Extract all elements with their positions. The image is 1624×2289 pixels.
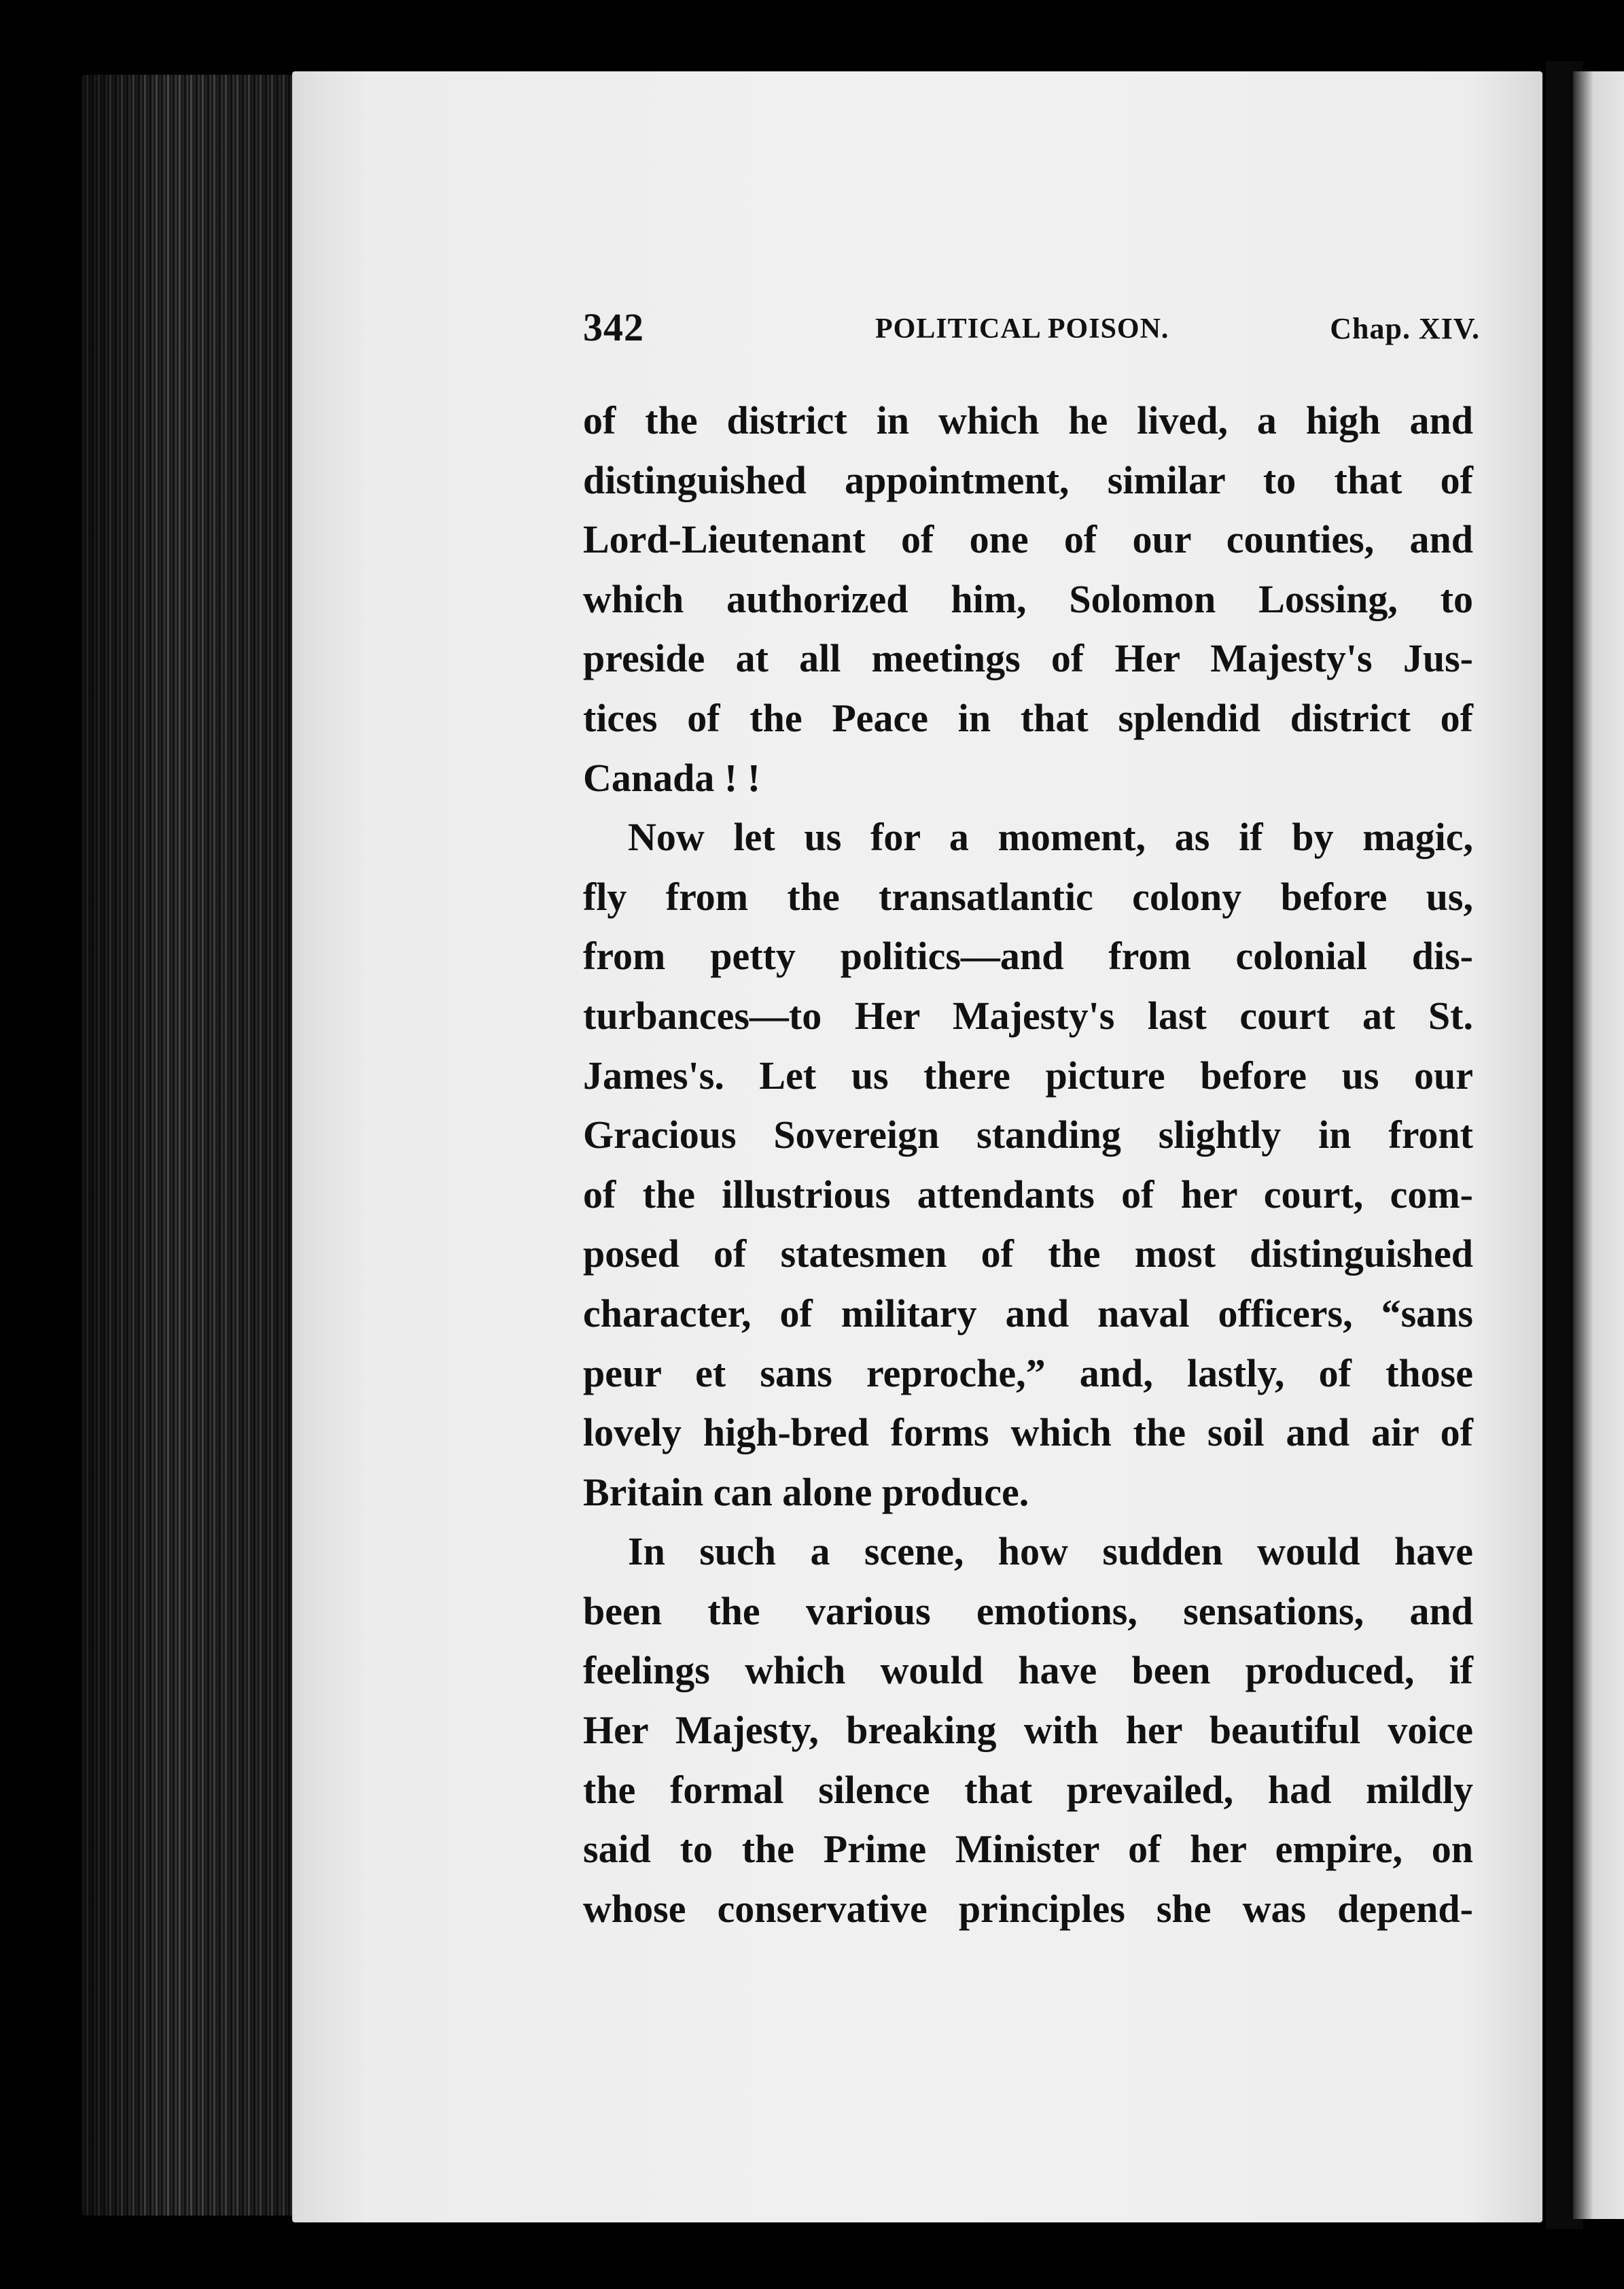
text-line: distinguished appointment, similar to that of [583,457,1473,502]
text-line: lovely high-bred forms which the soil and air of [583,1410,1473,1455]
text-line: peur et sans reproche,” and, lastly, of those [583,1350,1473,1395]
text-line: feelings which would have been produced, if [583,1648,1473,1693]
text-line: fly from the transatlantic colony before us, [583,874,1473,919]
text-line: the formal silence that prevailed, had mildly [583,1767,1473,1812]
page-number: 342 [583,305,644,349]
text-line: Her Majesty, breaking with her beautiful voice [583,1708,1473,1753]
text-line: tices of the Peace in that splendid district of [583,695,1473,740]
text-line: said to the Prime Minister of her empire, on [583,1827,1473,1872]
page-edges [82,75,299,2216]
text-line: of the illustrious attendants of her court, com- [583,1172,1473,1217]
body-text [583,391,1473,1938]
text-line: been the various emotions, sensations, and [583,1588,1473,1633]
text-line: turbances—to Her Majesty's last court at St. [583,993,1473,1038]
text-line: from petty politics—and from colonial dis- [583,934,1473,979]
running-head [583,304,1480,359]
text-line: Lord-Lieutenant of one of our counties, and [583,517,1473,562]
text-line: character, of military and naval officers, “sans [583,1291,1473,1335]
text-line: Canada ! ! [583,755,761,800]
text-line: Now let us for a moment, as if by magic, [628,815,1473,860]
text-line: posed of statesmen of the most distinguished [583,1231,1473,1276]
text-line: preside at all meetings of Her Majesty's Jus- [583,636,1473,681]
chapter-title: POLITICAL POISON. [875,313,1169,345]
text-line: James's. Let us there picture before us our [583,1053,1473,1098]
text-line: of the district in which he lived, a high and [583,398,1473,442]
text-line: Gracious Sovereign standing slightly in front [583,1113,1473,1157]
text-line: which authorized him, Solomon Lossing, to [583,576,1473,621]
text-line: whose conservative principles she was depend- [583,1886,1473,1931]
text-line: Britain can alone produce. [583,1469,1029,1514]
next-page-edge [1573,71,1624,2219]
chapter-reference: Chap. XIV. [1330,312,1480,345]
text-line: In such a scene, how sudden would have [628,1529,1473,1574]
